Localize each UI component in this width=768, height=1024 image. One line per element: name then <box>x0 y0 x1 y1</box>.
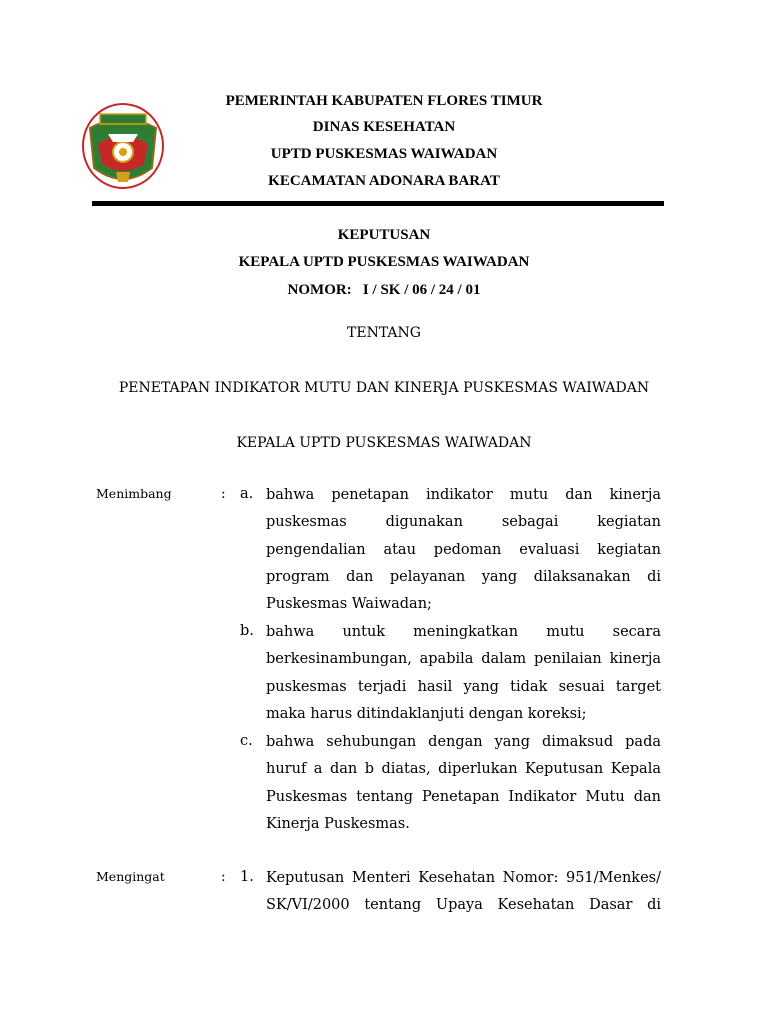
about-label: TENTANG <box>347 325 421 341</box>
text-line: puskesmas terjadi hasil yang tidak sesuai target <box>266 678 661 695</box>
menimbang-item-b <box>266 619 661 728</box>
mengingat-marker-1: 1. <box>240 869 254 885</box>
header-district: KECAMATAN ADONARA BARAT <box>268 173 500 189</box>
header-divider <box>92 201 664 206</box>
text-line: bahwa untuk meningkatkan mutu secara <box>266 624 661 640</box>
text-line: Keputusan Menteri Kesehatan Nomor: 951/Menkes/ <box>266 870 661 886</box>
menimbang-item-a <box>266 482 661 618</box>
mengingat-item-1 <box>266 865 661 920</box>
text-line: Puskesmas Waiwadan; <box>266 596 432 613</box>
text-line: program dan pelayanan yang dilaksanakan di <box>266 568 661 585</box>
decision-issuer: KEPALA UPTD PUSKESMAS WAIWADAN <box>238 254 530 270</box>
about-authority: KEPALA UPTD PUSKESMAS WAIWADAN <box>236 435 532 451</box>
menimbang-item-c <box>266 729 661 838</box>
text-line: bahwa penetapan indikator mutu dan kinerja <box>266 487 661 503</box>
menimbang-colon: : <box>221 486 226 502</box>
text-line: huruf a dan b diatas, diperlukan Keputusan Kepala <box>266 761 661 778</box>
decision-number: NOMOR: I / SK / 06 / 24 / 01 <box>287 282 481 298</box>
menimbang-marker-b: b. <box>240 623 254 639</box>
text-line: pengendalian atau pedoman evaluasi kegiatan <box>266 541 661 558</box>
text-line: maka harus ditindaklanjuti dengan koreksi; <box>266 705 587 722</box>
menimbang-label: Menimbang <box>96 486 172 501</box>
menimbang-marker-a: a. <box>240 486 254 502</box>
header-department: DINAS KESEHATAN <box>312 119 456 135</box>
text-line: bahwa sehubungan dengan yang dimaksud pada <box>266 734 661 750</box>
header-government: PEMERINTAH KABUPATEN FLORES TIMUR <box>225 93 543 109</box>
text-line: berkesinambungan, apabila dalam penilaian kinerja <box>266 651 661 668</box>
mengingat-label: Mengingat <box>96 869 165 884</box>
decision-title: KEPUTUSAN <box>337 227 431 243</box>
header-unit: UPTD PUSKESMAS WAIWADAN <box>270 146 498 162</box>
text-line: puskesmas digunakan sebagai kegiatan <box>266 514 661 531</box>
menimbang-marker-c: c. <box>240 733 253 749</box>
text-line: Puskesmas tentang Penetapan Indikator Mutu dan <box>266 788 661 805</box>
about-subject: PENETAPAN INDIKATOR MUTU DAN KINERJA PUSKESMAS WAIWADAN <box>118 380 650 396</box>
text-line: SK/VI/2000 tentang Upaya Kesehatan Dasar di <box>266 897 661 914</box>
mengingat-colon: : <box>221 869 226 885</box>
text-line: Kinerja Puskesmas. <box>266 815 410 832</box>
